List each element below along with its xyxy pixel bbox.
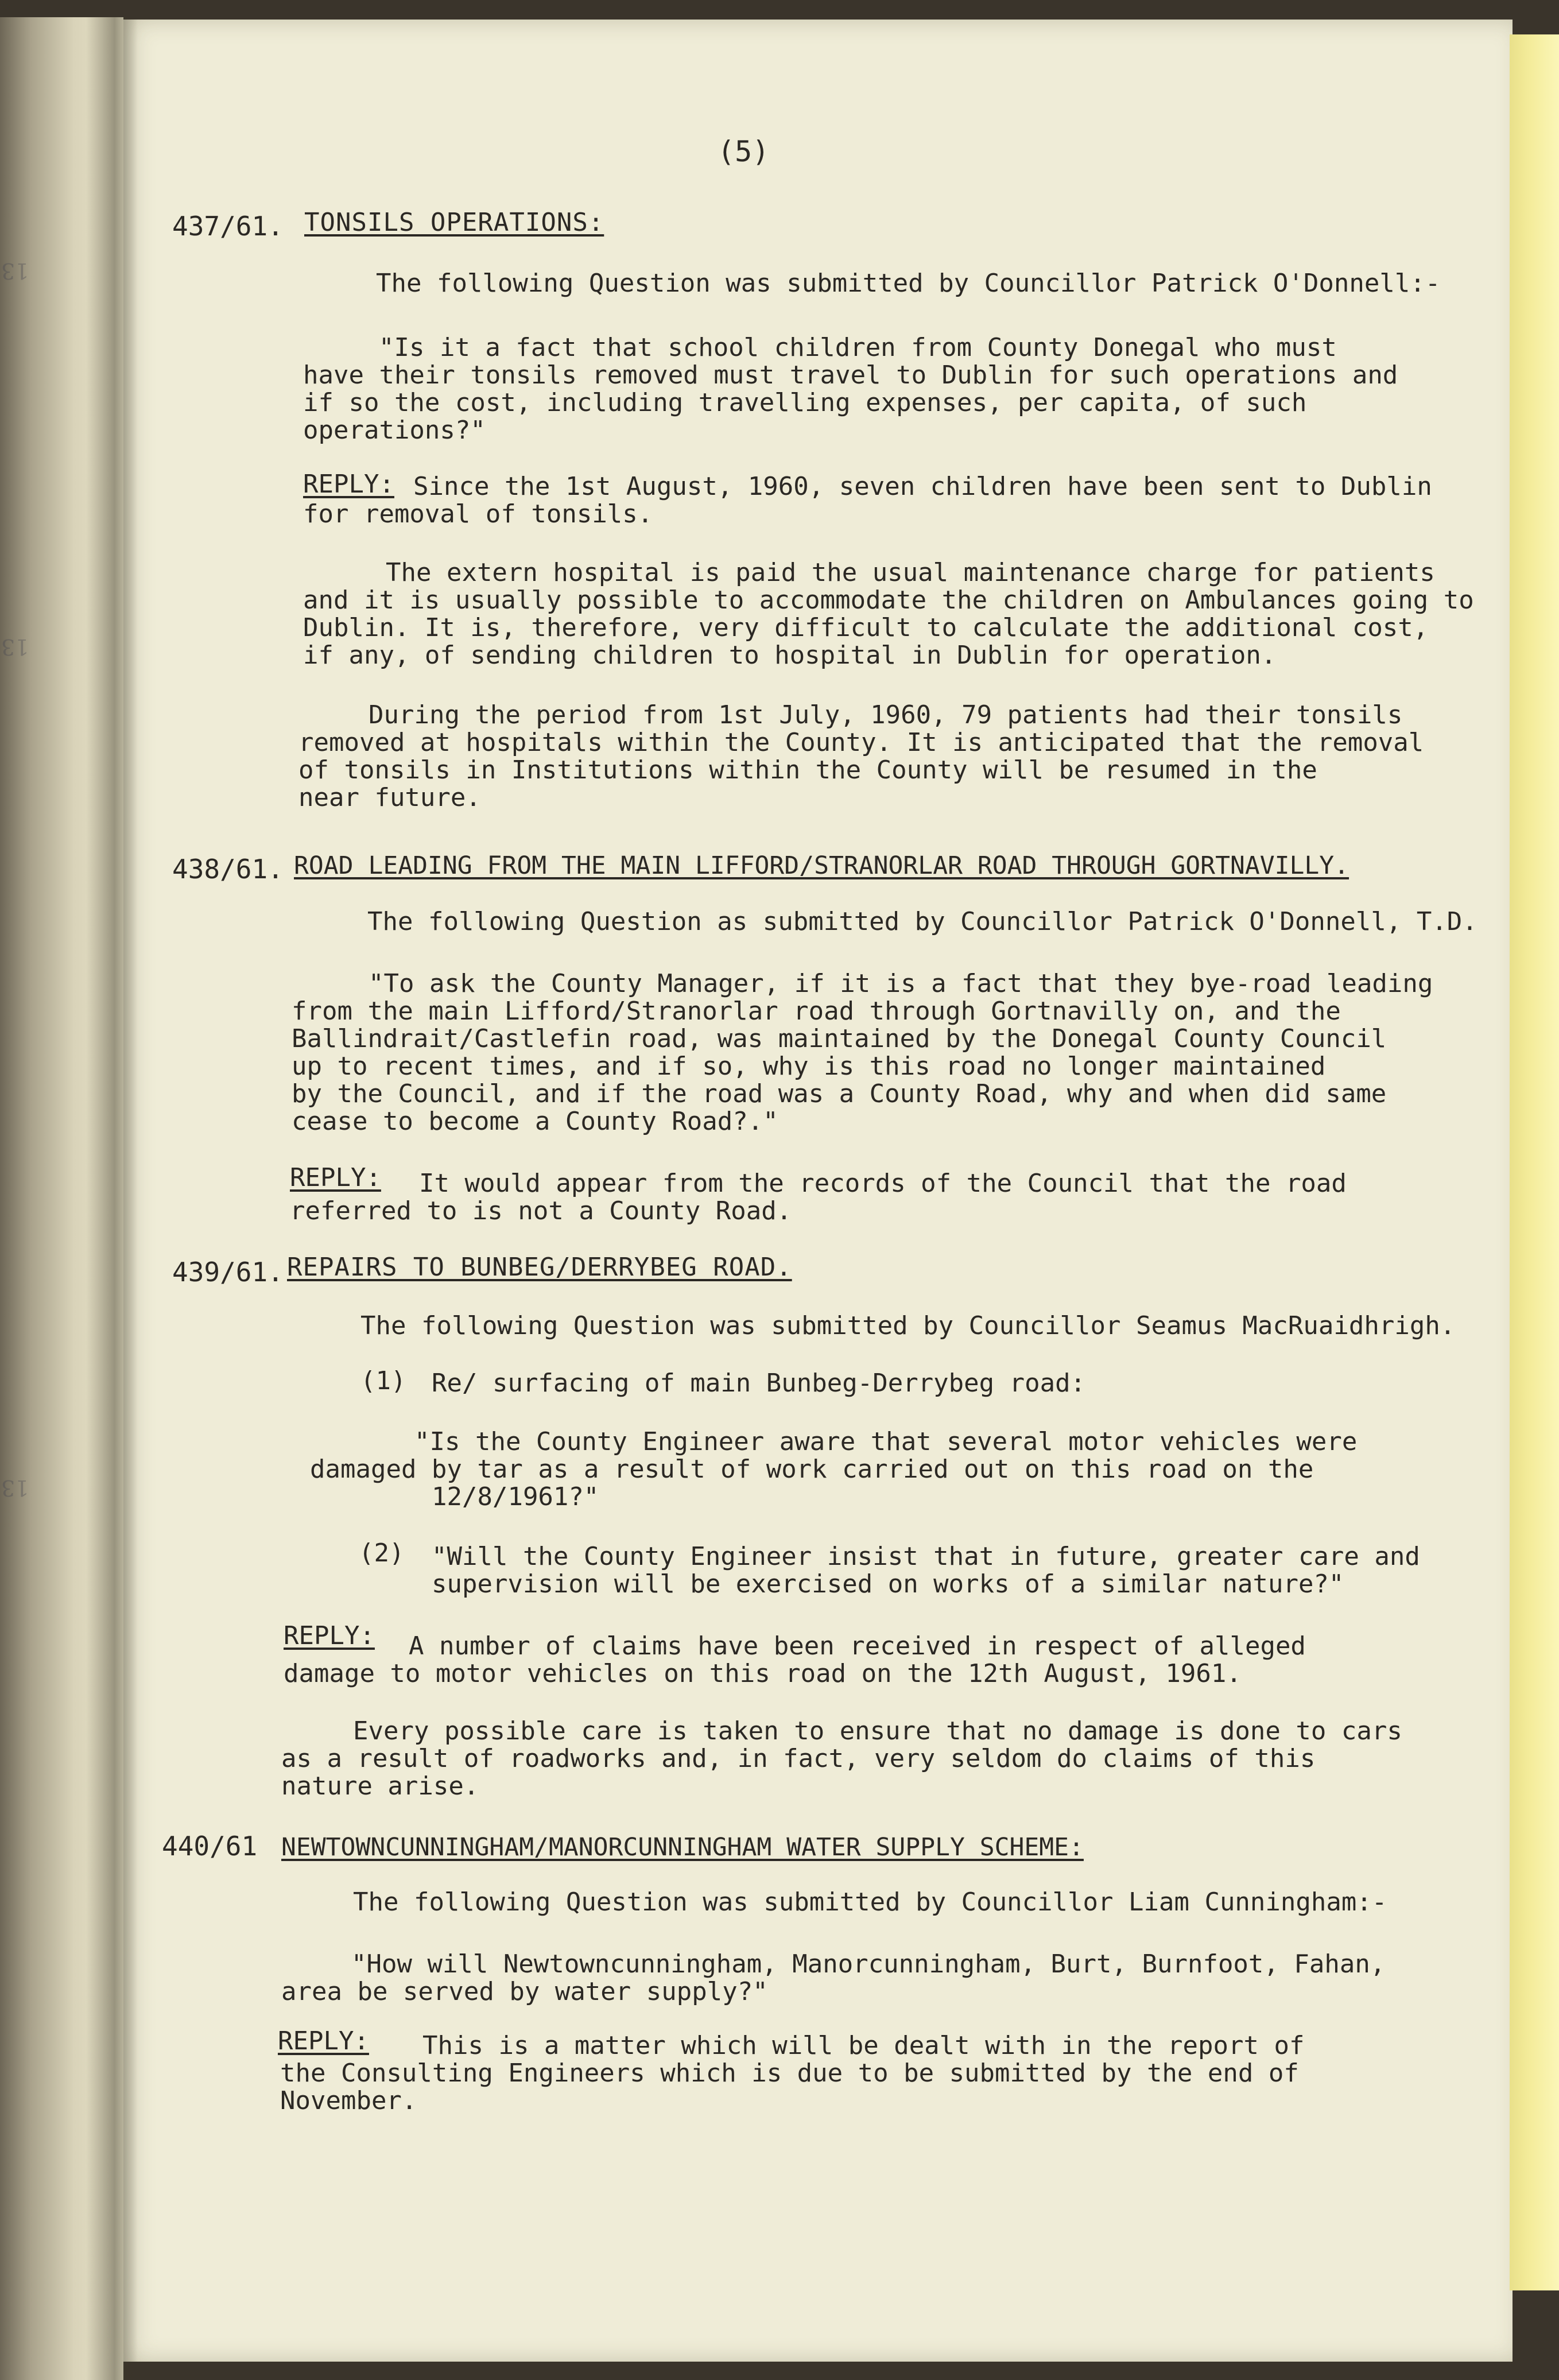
reply-line: Since the 1st August, 1960, seven children have been sent to Dublin bbox=[413, 472, 1432, 501]
bleed-through-mark: 13 bbox=[1, 1475, 29, 1501]
reply-line: November. bbox=[280, 2086, 417, 2115]
question-line: Ballindrait/Castlefin road, was maintained by the Donegal County Council bbox=[292, 1024, 1387, 1053]
paragraph-line: The extern hospital is paid the usual maintenance charge for patients bbox=[386, 558, 1435, 587]
sub-question-title: Re/ surfacing of main Bunbeg-Derrybeg road: bbox=[432, 1369, 1086, 1398]
paragraph-line: nature arise. bbox=[281, 1772, 479, 1801]
bleed-through-mark: 13 bbox=[1, 634, 29, 660]
item-ref: 438/61. bbox=[172, 854, 284, 885]
question-line: "To ask the County Manager, if it is a fact that they bye-road leading bbox=[369, 969, 1433, 998]
sub-question-number: (2) bbox=[359, 1538, 405, 1568]
item-ref: 437/61. bbox=[172, 211, 284, 242]
item-ref: 440/61 bbox=[162, 1831, 258, 1862]
reply-line: the Consulting Engineers which is due to be submitted by the end of bbox=[280, 2059, 1299, 2088]
reply-label: REPLY: bbox=[290, 1163, 381, 1192]
item-heading: REPAIRS TO BUNBEG/DERRYBEG ROAD. bbox=[287, 1253, 792, 1282]
intro-line: The following Question was submitted by Councillor Liam Cunningham:- bbox=[353, 1887, 1387, 1917]
item-heading: NEWTOWNCUNNINGHAM/MANORCUNNINGHAM WATER SUPPLY SCHEME: bbox=[281, 1833, 1084, 1862]
reply-label: REPLY: bbox=[284, 1621, 375, 1650]
paragraph-line: Every possible care is taken to ensure that no damage is done to cars bbox=[353, 1716, 1402, 1746]
item-heading: ROAD LEADING FROM THE MAIN LIFFORD/STRANORLAR ROAD THROUGH GORTNAVILLY. bbox=[294, 851, 1349, 880]
reply-line: damage to motor vehicles on this road on the 12th August, 1961. bbox=[284, 1659, 1242, 1688]
sub-question-number: (1) bbox=[360, 1366, 406, 1396]
reply-line: referred to is not a County Road. bbox=[290, 1196, 792, 1226]
question-line: damaged by tar as a result of work carried out on this road on the bbox=[310, 1455, 1314, 1484]
question-line: if so the cost, including travelling expenses, per capita, of such bbox=[303, 388, 1307, 417]
question-line: cease to become a County Road?." bbox=[292, 1107, 778, 1136]
intro-line: The following Question was submitted by Councillor Seamus MacRuaidhrigh. bbox=[360, 1311, 1456, 1340]
question-line: "How will Newtowncunningham, Manorcunningham, Burt, Burnfoot, Fahan, bbox=[351, 1949, 1386, 1979]
question-line: 12/8/1961?" bbox=[432, 1482, 599, 1511]
question-line: by the Council, and if the road was a County Road, why and when did same bbox=[292, 1079, 1387, 1108]
question-line: up to recent times, and if so, why is this road no longer maintained bbox=[292, 1052, 1326, 1081]
question-line: operations?" bbox=[303, 416, 486, 445]
paragraph-line: of tonsils in Institutions within the County will be resumed in the bbox=[298, 755, 1317, 785]
reply-line: A number of claims have been received in respect of alleged bbox=[409, 1631, 1306, 1661]
paragraph-line: as a result of roadworks and, in fact, very seldom do claims of this bbox=[281, 1744, 1316, 1773]
question-line: "Will the County Engineer insist that in future, greater care and bbox=[432, 1542, 1420, 1571]
paragraph-line: and it is usually possible to accommodate the children on Ambulances going to bbox=[303, 586, 1474, 615]
item-heading: TONSILS OPERATIONS: bbox=[304, 208, 604, 237]
reply-label: REPLY: bbox=[303, 470, 394, 499]
reply-line: It would appear from the records of the Council that the road bbox=[419, 1169, 1347, 1198]
question-line: from the main Lifford/Stranorlar road through Gortnavilly on, and the bbox=[292, 997, 1341, 1026]
question-line: area be served by water supply?" bbox=[281, 1977, 768, 2006]
reply-line: for removal of tonsils. bbox=[303, 499, 653, 529]
paragraph-line: Dublin. It is, therefore, very difficult to calculate the additional cost, bbox=[303, 613, 1429, 642]
paragraph-line: During the period from 1st July, 1960, 79 patients had their tonsils bbox=[369, 700, 1403, 730]
paragraph-line: near future. bbox=[298, 783, 481, 812]
intro-line: The following Question as submitted by Councillor Patrick O'Donnell, T.D. bbox=[367, 907, 1477, 936]
item-ref: 439/61. bbox=[172, 1257, 284, 1288]
bleed-through-mark: 13 bbox=[1, 258, 29, 284]
intro-line: The following Question was submitted by Councillor Patrick O'Donnell:- bbox=[376, 269, 1441, 298]
question-line: supervision will be exercised on works of a similar nature?" bbox=[432, 1569, 1344, 1599]
paragraph-line: removed at hospitals within the County. It is anticipated that the removal bbox=[298, 728, 1424, 757]
question-line: "Is it a fact that school children from County Donegal who must bbox=[379, 333, 1337, 362]
reply-line: This is a matter which will be dealt with in the report of bbox=[422, 2031, 1305, 2060]
reply-label: REPLY: bbox=[278, 2026, 369, 2056]
page-number: (5) bbox=[718, 135, 770, 168]
question-line: "Is the County Engineer aware that several motor vehicles were bbox=[414, 1427, 1358, 1456]
question-line: have their tonsils removed must travel to Dublin for such operations and bbox=[303, 361, 1398, 390]
paragraph-line: if any, of sending children to hospital in Dublin for operation. bbox=[303, 641, 1277, 670]
